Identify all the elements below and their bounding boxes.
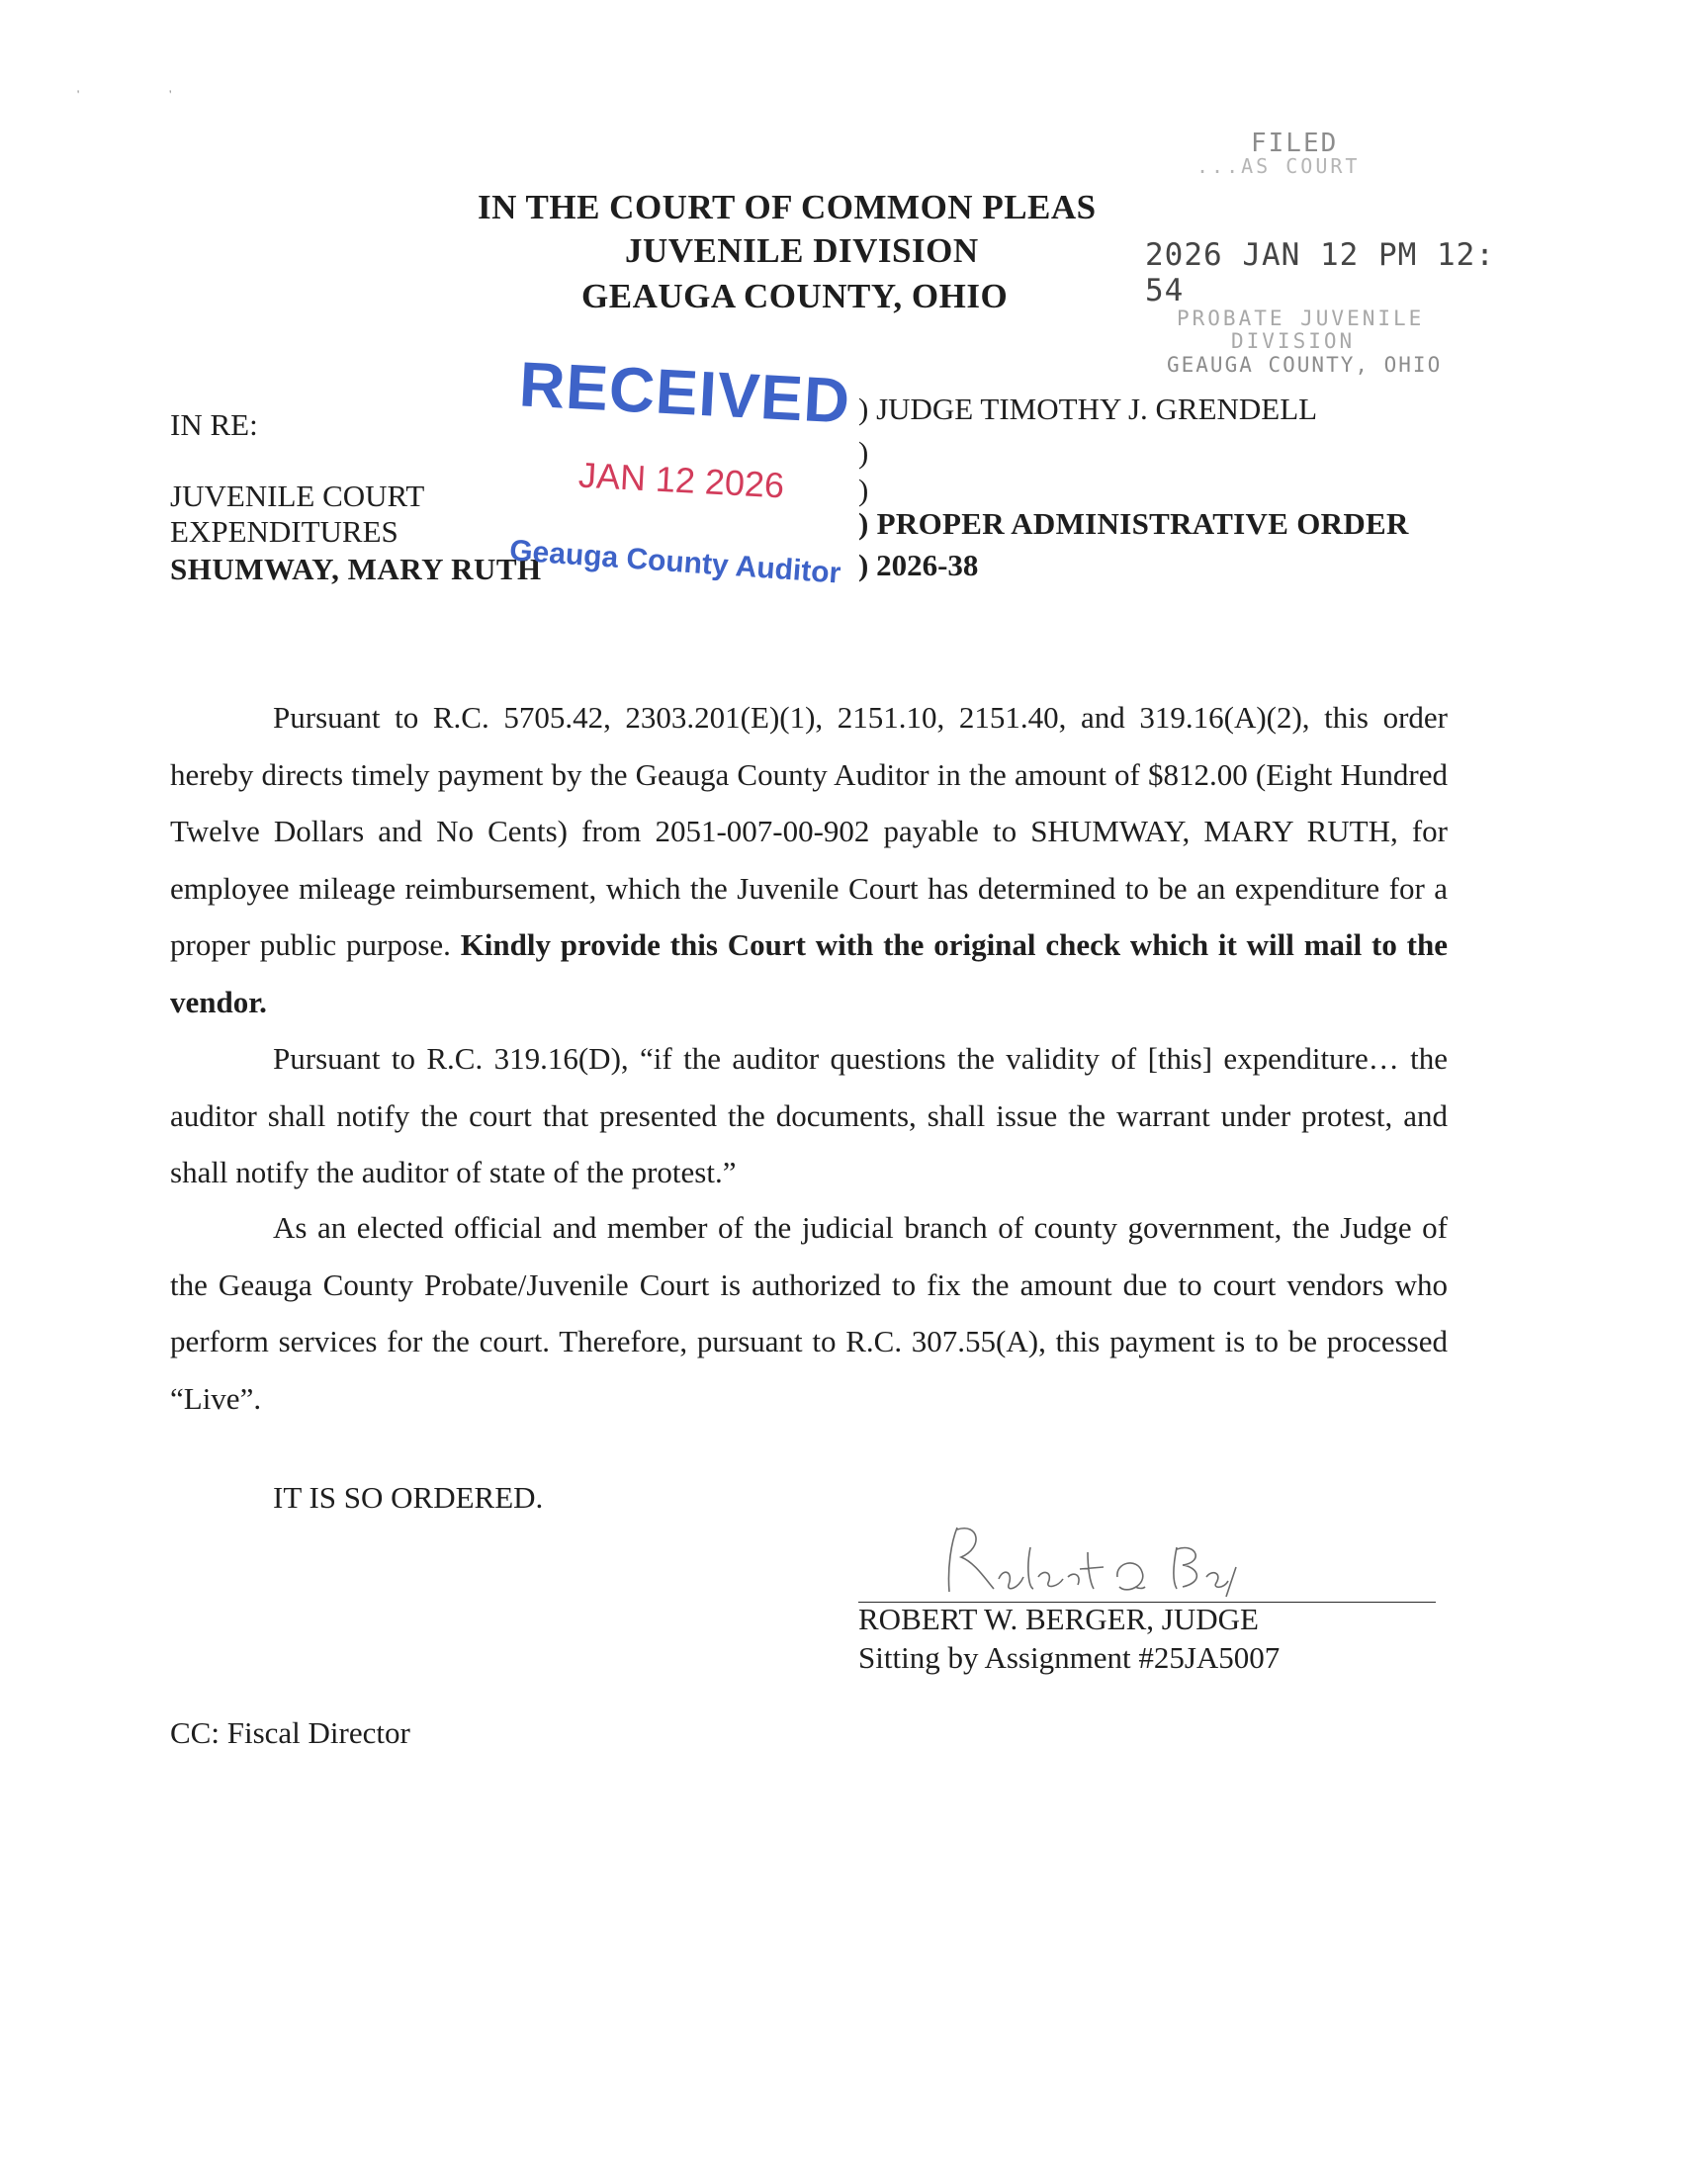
filed-stamp-division-3: GEAUGA COUNTY, OHIO: [1167, 353, 1443, 377]
court-name: IN THE COURT OF COMMON PLEAS: [478, 188, 1097, 226]
case-subject-line-2: EXPENDITURES: [170, 514, 398, 549]
scan-corner-marks: [77, 87, 258, 102]
order-paragraph-1: [170, 689, 1448, 1030]
paragraph-2-text: Pursuant to R.C. 319.16(D), “if the auditor questions the validity of [this] expenditure… the auditor shall notify the court that presented the documents, shall issue the warrant under protest, and shall notify the auditor of state of the protest.”: [170, 1041, 1448, 1189]
received-stamp-word: RECEIVED: [517, 348, 852, 437]
carbon-copy-line: CC: Fiscal Director: [170, 1715, 410, 1750]
filed-stamp: [1127, 129, 1503, 386]
case-subject-payee: SHUMWAY, MARY RUTH: [170, 552, 542, 586]
judge-assignment: Sitting by Assignment #25JA5007: [858, 1640, 1281, 1675]
paragraph-1-bold-instruction: Kindly provide this Court with the original check which it will mail to the vendor.: [170, 927, 1448, 1019]
in-re-label: IN RE:: [170, 407, 258, 442]
filed-stamp-division-2: DIVISION: [1231, 329, 1356, 353]
filed-stamp-date: 2026 JAN 12 PM 12: 54: [1145, 237, 1495, 308]
paragraph-1-text: Pursuant to R.C. 5705.42, 2303.201(E)(1), 2151.10, 2151.40, and 319.16(A)(2), this order hereby directs timely payment by the Geauga County Auditor in the amount of $812.00 (Eight Hundred Twelve Dollars and No Cents) from 2051-007-00-902 payable to SHUMWAY, MARY RUTH, for employee mileage reimbursement, which the Juvenile Court has determined to be an expenditure for a proper public purpose.: [170, 700, 1448, 962]
corner-mark: ': [169, 87, 172, 101]
received-stamp-office: Geauga County Auditor: [508, 534, 842, 590]
caption-bracket: ): [858, 435, 869, 470]
case-subject-line-1: JUVENILE COURT: [170, 479, 425, 513]
signing-judge-name: ROBERT W. BERGER, JUDGE: [858, 1602, 1259, 1636]
received-stamp-date: JAN 12 2026: [577, 454, 786, 506]
court-county: GEAUGA COUNTY, OHIO: [581, 277, 1009, 315]
caption-bracket: ): [858, 473, 869, 507]
judge-signature: [939, 1518, 1256, 1612]
received-stamp: [508, 348, 852, 613]
court-division: JUVENILE DIVISION: [625, 231, 979, 270]
filed-stamp-label: FILED: [1251, 129, 1339, 158]
order-paragraph-2: [170, 1030, 1448, 1201]
order-type: ) PROPER ADMINISTRATIVE ORDER: [858, 506, 1409, 541]
corner-mark: ': [77, 87, 80, 101]
order-number: ) 2026-38: [858, 548, 979, 582]
paragraph-3-text: As an elected official and member of the judicial branch of county government, the Judge of the Geauga County Probate/Juvenile Court is authorized to fix the amount due to court vendors who perform services for the court. Therefore, pursuant to R.C. 307.55(A), this payment is to be processed “Live”.: [170, 1210, 1448, 1416]
order-paragraph-3: [170, 1199, 1448, 1427]
assigned-judge: ) JUDGE TIMOTHY J. GRENDELL: [858, 392, 1318, 426]
so-ordered-statement: IT IS SO ORDERED.: [273, 1480, 544, 1515]
filed-stamp-court: ...AS COURT: [1196, 154, 1361, 178]
filed-stamp-division-1: PROBATE JUVENILE: [1177, 306, 1425, 330]
